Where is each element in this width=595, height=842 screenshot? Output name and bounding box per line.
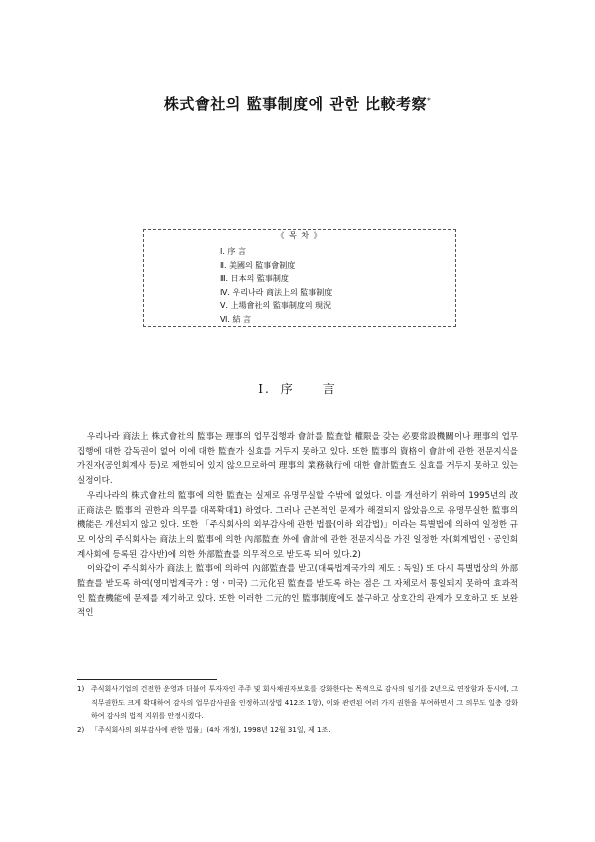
section-word-1: 序 — [280, 382, 295, 396]
section-heading — [0, 380, 595, 397]
toc-item-text: 結 言 — [232, 314, 252, 324]
paper-title — [0, 93, 595, 114]
toc-item — [220, 286, 332, 300]
toc-item — [220, 272, 332, 286]
toc-item-num: Ⅵ. — [220, 314, 230, 324]
section-number: Ⅰ. — [258, 382, 271, 396]
body-text — [77, 430, 518, 621]
toc-item-num: Ⅲ. — [220, 274, 229, 283]
footnote-number: 2) — [77, 725, 85, 734]
footnote-number: 1) — [77, 685, 85, 693]
toc-item-text: 美國의 監事會制度 — [229, 260, 296, 270]
title-footnote-mark: * — [427, 97, 432, 105]
toc-item-text: 우리나라 商法上의 監事制度 — [232, 287, 333, 297]
toc-item — [220, 259, 332, 273]
footnote-divider — [77, 679, 217, 680]
toc-list — [220, 245, 332, 326]
toc-item — [220, 245, 332, 259]
toc-item-text: 日本의 監事制度 — [230, 274, 289, 283]
toc-heading-text: 《 목 차 》 — [266, 231, 332, 240]
table-of-contents — [143, 229, 456, 327]
toc-item — [220, 299, 332, 313]
toc-item-text: 上場會社의 監事制度의 現況 — [230, 301, 332, 310]
footnote — [77, 683, 518, 724]
toc-item-num: Ⅱ. — [220, 260, 227, 270]
footnotes — [77, 683, 518, 737]
toc-item-text: 序 言 — [227, 247, 246, 256]
body-paragraph: 우리나라의 株式會社의 監事에 의한 監査는 실제로 유명무실할 수밖에 없었다. 이를 개선하기 위하여 1995년의 改正商法은 監事의 권한과 의무를 대폭확대1) 하였다. 그러나 근본적인 문제가 해결되지 않았음으로 유명무실한 監事의 機能은 개선되지 않고 있다. 또한 「주식회사의 외부감사에 관한 법률(이하 외감법)」이라는 특별법에 의하여 일정한 규모 이상의 주식회사는 商法上의 監事에 의한 內部監査 外에 會計에 관한 전문지식을 가진 일정한 자(회계법인ㆍ공인회계사회에 등록된 감사반)에 의한 外部監査를 의무적으로 받도록 되어 있다.2) — [77, 490, 518, 560]
toc-heading — [144, 223, 455, 242]
footnote-text: 주식회사기업의 건전한 운영과 더불어 투자자인 주주 및 회사채권자보호를 강화한다는 목적으로 감사의 임기를 2년으로 연장함과 동시에, 그 직무권한도 크게 확대하여 감사의 업무감사권을 인정하고(상법 412조 1항), 이와 관련된 여러 가지 권한을 부여하면서 그 의무도 일층 강화하여 감사의 법적 지위를 안정시켰다. — [91, 685, 518, 721]
body-paragraph: 이와같이 주식회사가 商法上 監事에 의하여 內部監査를 받고(대륙법계국가의 제도 : 독일) 또 다시 특별법상의 外部監査를 받도록 하여(영미법계국가 : 영ㆍ미국) 二元化된 監査를 받도록 하는 점은 그 자체로서 통일되지 못하여 효과적인 監査機能에 문제를 제기하고 있다. 또한 이러한 二元的인 監事制度에도 불구하고 상호간의 관계가 모호하고 또 보완적인 — [77, 564, 518, 619]
toc-item-num: Ⅰ. — [220, 247, 225, 256]
section-word-2: 言 — [322, 382, 337, 396]
paper-title-text: 株式會社의 監事制度에 관한 比較考察 — [163, 95, 428, 113]
toc-item-num: Ⅳ. — [220, 287, 230, 297]
footnote-text: 「주식회사의 외부감사에 관한 법률」(4차 개정), 1998년 12월 31일, 제 1조. — [91, 725, 331, 734]
body-paragraph: 우리나라 商法上 株式會社의 監事는 理事의 업무집행과 會計를 監査할 權限을 갖는 必要常設機關이나 理事의 업무집행에 대한 감독권이 없어 이에 대한 監査가 실효를 거두지 못하고 있다. 또한 監事의 資格이 會計에 관한 전문지식을 가진자(공인회계사 등)로 제한되어 있지 않으므로하여 理事의 業務執行에 대한 會計監査도 실효를 거두지 못하고 있는 실정이다. — [77, 432, 518, 487]
footnote — [77, 724, 518, 738]
toc-item-num: Ⅴ. — [220, 301, 229, 310]
toc-item — [220, 313, 332, 327]
